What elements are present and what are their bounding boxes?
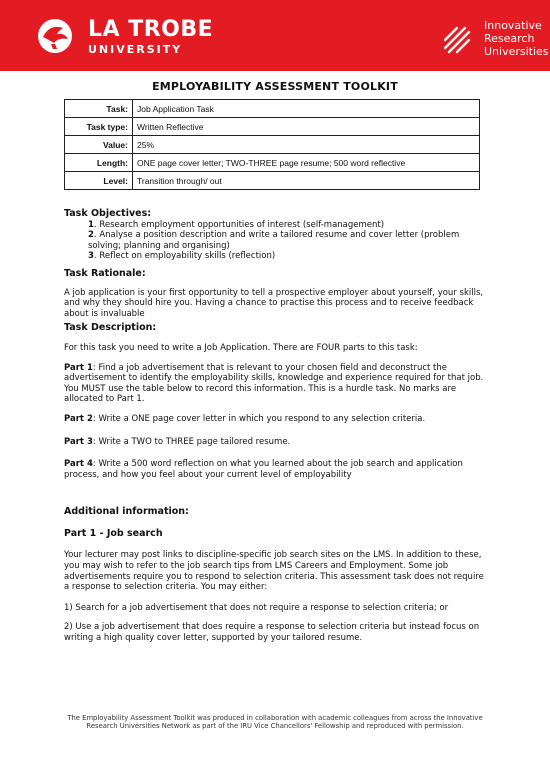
objective-text: . Analyse a position description and write a tailored resume and cover letter (problem solving; planning and organising) [88, 230, 460, 251]
university-wordmark [88, 18, 213, 56]
objective-number: 1 [88, 219, 94, 230]
part-label: Part 4 [64, 459, 93, 470]
university-subtitle: UNIVERSITY [88, 43, 183, 56]
part-text: : Write a ONE page cover letter in which you respond to any selection criteria. [92, 413, 426, 424]
table-row [65, 154, 480, 172]
objective-text: . Research employment opportunities of interest (self-management) [93, 219, 385, 230]
part-label: Part 3 [64, 436, 93, 447]
objectives-list [64, 220, 488, 262]
table-row [65, 136, 480, 154]
iru-line: Universities [484, 45, 549, 58]
part-paragraph [64, 363, 488, 405]
additional-heading: Additional information: [64, 506, 189, 518]
option-1-text: 1) Search for a job advertisement that does not require a response to selection criteria; or [64, 602, 449, 613]
iru-line: Innovative [484, 19, 542, 32]
objective-number: 2 [88, 230, 94, 241]
table-row [65, 172, 480, 190]
table-row [65, 118, 480, 136]
description-heading: Task Description: [64, 322, 157, 334]
document-body [64, 209, 488, 644]
part-paragraph [64, 459, 488, 480]
level-key: Level: [65, 172, 133, 190]
task-type-key: Task type: [65, 118, 133, 136]
part-text: : Find a job advertisement that is relevant to your chosen field and deconstruct the advertisement to identify the employability skills, knowledge and experience required for that job. You MUST use the table below to record this information. This is a hurdle task. No marks are allocated to Part 1. [64, 362, 484, 405]
task-key: Task: [65, 100, 133, 118]
objective-number: 3 [88, 251, 94, 262]
length-key: Length: [65, 154, 133, 172]
objective-item [88, 220, 488, 231]
objectives-heading: Task Objectives: [64, 208, 152, 219]
rationale-text: A job application is your first opportunity to tell a prospective employer about yourself, your skills, and why they should hire you. Having a chance to practise this process and to receive feedback about is invaluable [64, 287, 484, 319]
objective-item [88, 251, 488, 262]
university-name: LA TROBE [88, 17, 214, 42]
description-intro: For this task you need to write a Job Application. There are FOUR parts to this task: [64, 342, 418, 353]
eagle-crest-icon [36, 17, 74, 55]
iru-line: Research [484, 32, 535, 45]
task-info-table [64, 99, 480, 190]
part-paragraph [64, 437, 488, 448]
iru-logo-icon [441, 24, 473, 56]
additional-paragraph: Your lecturer may post links to discipline-specific job search sites on the LMS. In addition to these, you may wish to refer to the job search tips from LMS Careers and Employment. Some job advertisements require you to respond to selection criteria. This assessment task does not require a response to selection criteria. You may either: [64, 550, 484, 593]
objective-item [88, 230, 488, 251]
part-text: : Write a 500 word reflection on what you learned about the job search and application process, and how you feel about your current level of employability [64, 459, 463, 480]
footer-note: The Employability Assessment Toolkit was produced in collaboration with academic colleagues from across the Innovative Research Universities Network as part of the IRU Vice Chancellors' Fellowship and reproduced with permission. [67, 714, 483, 731]
value-key: Value: [65, 136, 133, 154]
task-value: Job Application Task [133, 100, 480, 118]
level-value: Transition through/ out [133, 172, 480, 190]
length-value: ONE page cover letter; TWO-THREE page resume; 500 word reflective [133, 154, 480, 172]
task-type-value: Written Reflective [133, 118, 480, 136]
table-row [65, 100, 480, 118]
option-2-text: 2) Use a job advertisement that does require a response to selection criteria but instead focus on writing a high quality cover letter, supported by your tailored resume. [64, 622, 480, 644]
part-label: Part 2 [64, 413, 93, 424]
part-label: Part 1 [64, 362, 93, 373]
part-text: : Write a TWO to THREE page tailored resume. [92, 436, 291, 447]
part-paragraph [64, 414, 488, 425]
part1-subheading: Part 1 - Job search [64, 527, 163, 539]
value-value: 25% [133, 136, 480, 154]
document-title: EMPLOYABILITY ASSESSMENT TOOLKIT [152, 80, 398, 93]
objective-text: . Reflect on employability skills (reflection) [93, 251, 276, 262]
rationale-heading: Task Rationale: [64, 267, 146, 279]
header-banner [0, 0, 550, 71]
iru-wordmark [484, 19, 549, 58]
